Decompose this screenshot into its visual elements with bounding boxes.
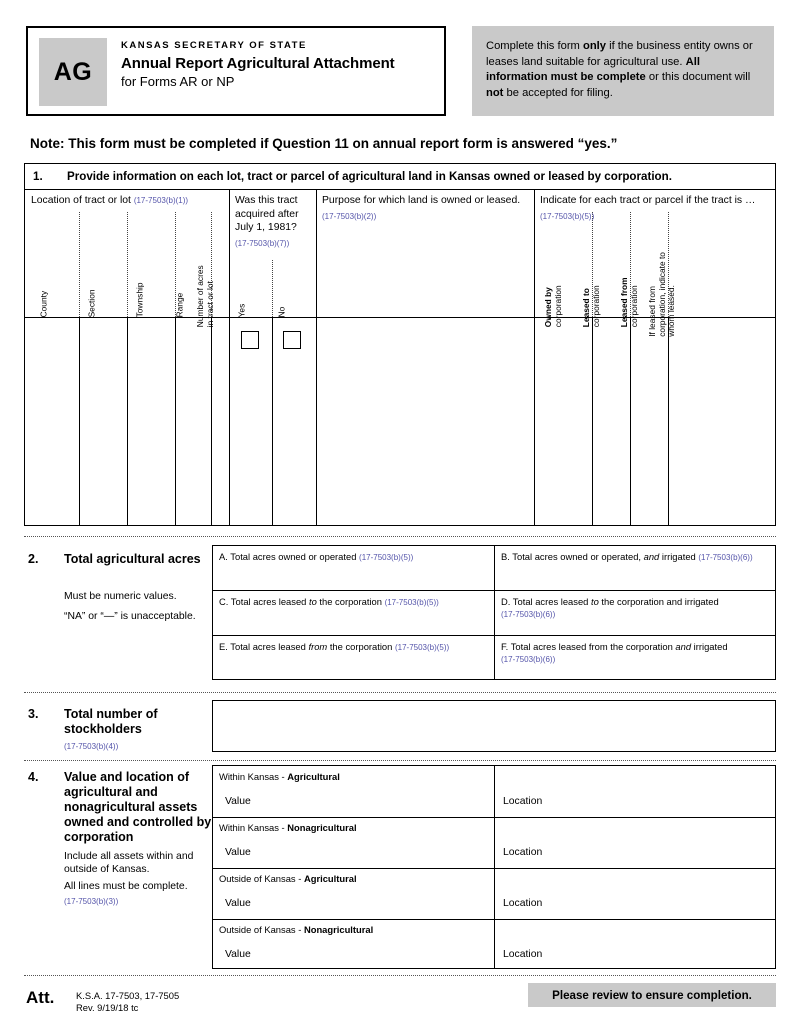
body-col-owned <box>592 318 593 525</box>
body-divider-3 <box>534 318 535 525</box>
group-label-location-statute: (17-7503(b)(1)) <box>133 196 189 205</box>
column-label-range: Range <box>174 292 185 318</box>
cell-f-post: irrigated <box>691 641 728 652</box>
section-1-title-row <box>25 164 775 190</box>
notice-not: not <box>486 86 504 99</box>
group-divider-2 <box>316 190 317 317</box>
section-2-sub1: Must be numeric values. <box>64 591 177 602</box>
group-divider-3 <box>534 190 535 317</box>
cell-b-statute: (17-7503(b)(6)) <box>698 553 753 562</box>
row-1-pre: Within Kansas - <box>219 771 288 782</box>
column-label-if-leased-to-whom: If leased from corporation, indicate to whom leased. <box>647 252 677 337</box>
section-4-sub2: All lines must be complete. <box>64 881 188 892</box>
group-label-acquired-statute: (17-7503(b)(7)) <box>235 238 290 248</box>
group-label-acquired <box>235 194 311 250</box>
separator-footer-top <box>24 975 776 976</box>
cell-c-post: the corporation <box>316 596 385 607</box>
column-label-owned-rest: corporation <box>552 285 563 328</box>
notice-text-1: Complete this form <box>486 40 583 52</box>
row-4-pre: Outside of Kansas - <box>219 924 304 935</box>
section-4-row-3-location-label: Location <box>503 898 543 909</box>
cell-d-em: to <box>590 596 599 607</box>
footer-ksa <box>76 990 179 1014</box>
group-label-purpose-statute: (17-7503(b)(2)) <box>322 211 377 221</box>
cell-a-pre: Total acres owned or operated <box>227 551 360 562</box>
body-col-county <box>79 318 80 525</box>
group-divider-1 <box>229 190 230 317</box>
body-col-leased-to <box>630 318 631 525</box>
column-label-township: Township <box>134 282 145 318</box>
cell-c-pre: Total acres leased <box>228 596 309 607</box>
group-label-indicate <box>540 194 772 223</box>
row-1-bold: Agricultural <box>287 771 340 782</box>
notice-text-4: be accepted for filing. <box>503 86 613 99</box>
notice-complete: All information must be complete <box>486 55 700 83</box>
section-4-row-4-value-label: Value <box>225 949 251 960</box>
header <box>26 26 774 118</box>
section-4-statute: (17-7503(b)(3)) <box>64 897 119 906</box>
form-title: Annual Report Agricultural Attachment <box>121 55 395 72</box>
section-2-number: 2. <box>28 552 39 566</box>
separator-section-2-top <box>24 536 776 537</box>
row-2-pre: Within Kansas - <box>219 822 288 833</box>
section-3-statute: (17-7503(b)(4)) <box>64 742 119 751</box>
column-label-leasedfrom-bold: Leased from <box>618 277 629 328</box>
cell-c-letter: C. <box>219 596 229 607</box>
cell-b-pre: Total acres owned or operated, <box>509 551 644 562</box>
section-4-row-1-value-label: Value <box>225 796 251 807</box>
section-4-row-3-value-label: Value <box>225 898 251 909</box>
section-2-cell-f <box>501 641 773 666</box>
column-label-leasedfrom-rest: corporation <box>628 285 639 328</box>
cell-b-em: and <box>643 551 660 562</box>
footer-review-banner: Please review to ensure completion. <box>528 983 776 1007</box>
agency-name: KANSAS SECRETARY OF STATE <box>121 40 307 51</box>
section-3-number: 3. <box>28 707 39 721</box>
section-4-row-4-location-label: Location <box>503 949 543 960</box>
col-divider-county-section <box>79 212 80 317</box>
cell-a-statute: (17-7503(b)(5)) <box>359 553 414 562</box>
body-col-yesno <box>272 318 273 525</box>
group-label-purpose-text: Purpose for which land is owned or leased. <box>322 195 521 206</box>
column-label-section: Section <box>86 289 97 318</box>
row-2-bold: Nonagricultural <box>287 822 357 833</box>
cell-f-letter: F. <box>501 641 509 652</box>
section-4-number: 4. <box>28 770 39 784</box>
column-label-no: No <box>276 306 287 318</box>
section-2-sub2: “NA” or “—” is unacceptable. <box>64 611 196 622</box>
cell-d-pre: Total acres leased <box>510 596 591 607</box>
section-2-vline <box>494 546 495 679</box>
column-label-owned-by-corporation <box>544 231 563 327</box>
cell-e-em: from <box>308 641 328 652</box>
col-divider-yes-no <box>272 260 273 317</box>
form-note: Note: This form must be completed if Question 11 on annual report form is answered “yes.” <box>30 136 618 151</box>
group-label-indicate-text: Indicate for each tract or parcel if the tract is … <box>540 195 756 206</box>
body-divider-2 <box>316 318 317 525</box>
section-4-row-2-location-label: Location <box>503 847 543 858</box>
checkbox-acquired-yes[interactable] <box>241 331 259 349</box>
section-4-heading: Value and location of agricultural and nonagricultural assets owned and controlled by corporation <box>64 770 212 844</box>
section-2-cell-b <box>501 551 773 564</box>
section-4-row-1-location-label: Location <box>503 796 543 807</box>
column-label-leased-to-corporation <box>582 231 601 327</box>
section-2-cell-c <box>219 596 489 609</box>
footer-att-label: Att. <box>26 988 55 1007</box>
section-1-column-headers <box>25 190 775 337</box>
cell-d-statute: (17-7503(b)(6)) <box>501 610 556 619</box>
section-1-title: Provide information on each lot, tract or parcel of agricultural land in Kansas owned or leased by corporation. <box>67 170 672 183</box>
column-label-yes: Yes <box>236 303 247 318</box>
cell-f-statute: (17-7503(b)(6)) <box>501 655 556 664</box>
body-col-range <box>211 318 212 525</box>
section-1-number: 1. <box>33 170 43 183</box>
form-subtitle: for Forms AR or NP <box>121 74 235 89</box>
body-col-leased-from <box>668 318 669 525</box>
notice-only: only <box>583 40 606 52</box>
cell-e-statute: (17-7503(b)(5)) <box>394 643 450 652</box>
column-label-county: County <box>38 290 49 318</box>
row-4-bold: Nonagricultural <box>303 924 374 935</box>
checkbox-acquired-no[interactable] <box>283 331 301 349</box>
footer-ksa-line1: K.S.A. 17-7503, 17-7505 <box>76 990 180 1001</box>
cell-b-letter: B. <box>501 551 510 562</box>
group-label-location-text: Location of tract or lot <box>31 195 131 206</box>
body-divider-1 <box>229 318 230 525</box>
section-2-heading: Total agricultural acres <box>64 552 201 566</box>
group-label-purpose <box>322 194 527 223</box>
cell-c-em: to <box>308 596 317 607</box>
notice-text-2: if the business entity owns or leases land suitable for agricultural use. <box>486 40 753 68</box>
cell-d-post: the corporation and irrigated <box>598 596 719 607</box>
body-col-township <box>175 318 176 525</box>
cell-e-post: the corporation <box>327 641 395 652</box>
separator-section-4-top <box>24 760 776 761</box>
section-4-row-2-caption <box>219 822 357 834</box>
section-2-cell-a <box>219 551 489 564</box>
section-4-row-4-caption <box>219 924 373 936</box>
group-label-location <box>31 194 221 208</box>
column-label-owned-bold: Owned by <box>542 287 553 328</box>
section-2-grid <box>212 545 776 680</box>
footer-ksa-line2: Rev. 9/19/18 tc <box>76 1002 139 1013</box>
group-label-indicate-statute: (17-7503(b)(5)) <box>540 211 595 221</box>
notice-text-3: or this document will <box>645 71 751 83</box>
cell-c-statute: (17-7503(b)(5)) <box>384 598 439 607</box>
section-1-entry-area <box>25 318 775 525</box>
column-label-acres: Number of acres in tract or lot <box>194 265 215 328</box>
section-3-heading: Total number of stockholders <box>64 707 158 736</box>
column-label-leased-from-corporation <box>620 231 639 327</box>
row-3-bold: Agricultural <box>303 873 357 884</box>
cell-b-post: irrigated <box>659 551 699 562</box>
header-titles <box>121 40 441 89</box>
cell-e-pre: Total acres leased <box>227 641 309 652</box>
col-divider-section-township <box>127 212 128 317</box>
row-3-pre: Outside of Kansas - <box>219 873 304 884</box>
header-notice-box <box>472 26 774 116</box>
body-col-section <box>127 318 128 525</box>
section-3-input[interactable] <box>212 700 776 752</box>
section-4-row-3-caption <box>219 873 357 885</box>
section-4-sub1: Include all assets within and outside of Kansas. <box>64 851 194 875</box>
ag-badge: AG <box>39 38 107 106</box>
column-label-leasedto-rest: corporation <box>590 285 601 328</box>
section-4-vline <box>494 766 495 968</box>
cell-a-letter: A. <box>219 551 228 562</box>
section-1-table <box>24 163 776 526</box>
cell-d-letter: D. <box>501 596 511 607</box>
column-label-leasedto-bold: Leased to <box>580 288 591 328</box>
cell-f-pre: Total acres leased from the corporation <box>508 641 676 652</box>
separator-section-3-top <box>24 692 776 693</box>
cell-e-letter: E. <box>219 641 228 652</box>
group-label-acquired-text: Was this tract acquired after July 1, 1981? <box>235 195 299 233</box>
section-2-cell-d <box>501 596 773 621</box>
section-4-grid <box>212 765 776 969</box>
header-title-box <box>26 26 446 116</box>
cell-f-em: and <box>675 641 692 652</box>
section-4-row-2-value-label: Value <box>225 847 251 858</box>
section-2-cell-e <box>219 641 489 654</box>
section-4-row-1-caption <box>219 771 340 783</box>
